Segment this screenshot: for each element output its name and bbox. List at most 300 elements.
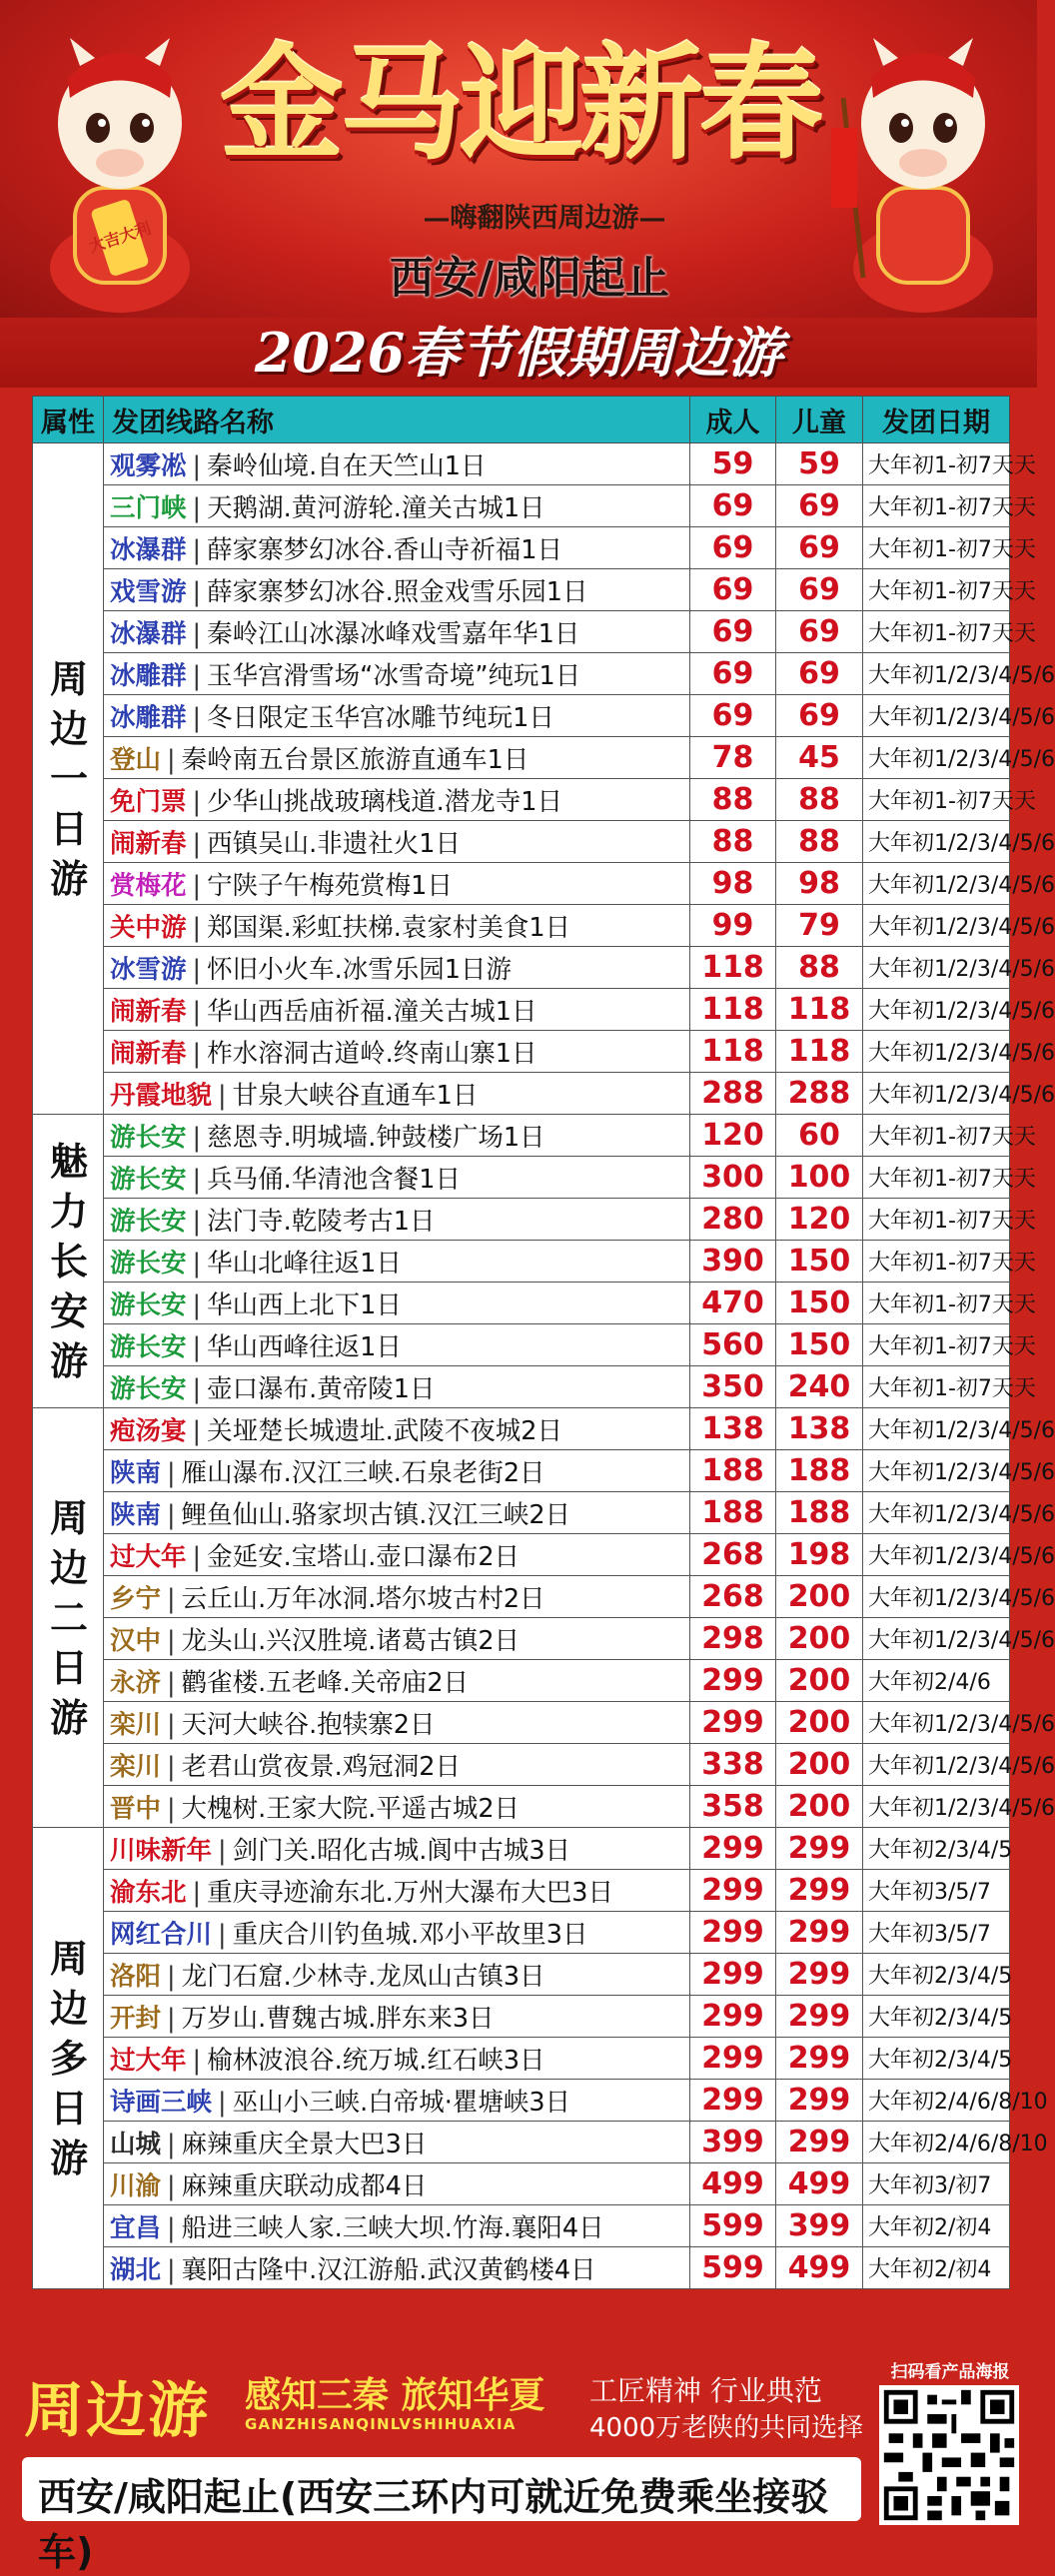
adult-price: 69 bbox=[690, 527, 776, 569]
route-name: 兵马俑.华清池含餐1日 bbox=[207, 1164, 461, 1195]
adult-price: 299 bbox=[690, 1912, 776, 1954]
departure-date: 大年初2/4/6/8/10 bbox=[863, 2080, 1010, 2122]
departure-date: 大年初1-初7天天 bbox=[863, 1199, 1010, 1241]
route-cell bbox=[104, 2080, 690, 2122]
route-name: 榆林波浪谷.统万城.红石峡3日 bbox=[207, 2045, 545, 2076]
route-tag: 游长安 bbox=[110, 1331, 187, 1362]
adult-price: 499 bbox=[690, 2163, 776, 2205]
adult-price: 99 bbox=[690, 905, 776, 947]
route-name: 华山西峰往返1日 bbox=[207, 1331, 402, 1362]
departure-date: 大年初1/2/3/4/5/6 bbox=[863, 1744, 1010, 1786]
adult-price: 98 bbox=[690, 863, 776, 905]
tour-table bbox=[32, 396, 1055, 2289]
route-cell bbox=[104, 695, 690, 737]
route-name: 柞水溶洞古道岭.终南山寨1日 bbox=[207, 1038, 537, 1069]
tag-separator: | bbox=[167, 1457, 176, 1488]
route-name: 麻辣重庆全景大巴3日 bbox=[181, 2129, 428, 2159]
departure-date: 大年初1/2/3/4/5/6 bbox=[863, 905, 1010, 947]
table-row bbox=[33, 2122, 1010, 2163]
child-price: 499 bbox=[776, 2163, 863, 2205]
route-name: 郑国渠.彩虹扶梯.袁家村美食1日 bbox=[207, 912, 571, 943]
route-name: 关垭楚长城遗址.武陵不夜城2日 bbox=[207, 1415, 562, 1446]
tag-separator: | bbox=[167, 1667, 176, 1698]
departure-date: 大年初1/2/3/4/5/6 bbox=[863, 1618, 1010, 1660]
horse-mascot-right bbox=[823, 18, 1023, 318]
route-tag: 永济 bbox=[110, 1667, 162, 1698]
child-price: 120 bbox=[776, 1199, 863, 1241]
tag-separator: | bbox=[192, 1164, 202, 1195]
adult-price: 69 bbox=[690, 611, 776, 653]
section-banner bbox=[0, 318, 1037, 388]
table-row bbox=[33, 1324, 1010, 1366]
child-price: 299 bbox=[776, 2038, 863, 2080]
route-tag: 冰雕群 bbox=[110, 702, 187, 733]
adult-price: 118 bbox=[690, 947, 776, 989]
departure-date: 大年初2/3/4/5 bbox=[863, 2038, 1010, 2080]
route-cell bbox=[104, 527, 690, 569]
route-tag: 开封 bbox=[110, 2003, 162, 2034]
route-cell bbox=[104, 1786, 690, 1828]
departure-date: 大年初1/2/3/4/5/6 bbox=[863, 1408, 1010, 1450]
child-price: 299 bbox=[776, 1870, 863, 1912]
table-row bbox=[33, 1912, 1010, 1954]
adult-price: 350 bbox=[690, 1366, 776, 1408]
table-row bbox=[33, 1744, 1010, 1786]
table-row bbox=[33, 611, 1010, 653]
departure-date: 大年初1-初7天天 bbox=[863, 1241, 1010, 1283]
adult-price: 268 bbox=[690, 1534, 776, 1576]
route-name: 华山西岳庙祈福.潼关古城1日 bbox=[207, 996, 537, 1027]
route-name: 重庆寻迹渝东北.万州大瀑布大巴3日 bbox=[207, 1877, 613, 1908]
child-price: 69 bbox=[776, 653, 863, 695]
route-cell bbox=[104, 905, 690, 947]
adult-price: 188 bbox=[690, 1450, 776, 1492]
adult-price: 399 bbox=[690, 2122, 776, 2163]
route-tag: 闹新春 bbox=[110, 1038, 187, 1069]
footer-big-title: 周边游 bbox=[24, 2376, 210, 2446]
route-tag: 冰雪游 bbox=[110, 954, 187, 985]
route-tag: 游长安 bbox=[110, 1164, 187, 1195]
child-price: 299 bbox=[776, 1954, 863, 1996]
route-name: 冬日限定玉华宫冰雕节纯玩1日 bbox=[207, 702, 554, 733]
departure-date: 大年初1/2/3/4/5/6 bbox=[863, 1073, 1010, 1115]
route-cell bbox=[104, 1199, 690, 1241]
departure-date: 大年初2/4/6/8/10 bbox=[863, 2122, 1010, 2163]
category-label: 周边多日游 bbox=[50, 1936, 89, 2180]
adult-price: 299 bbox=[690, 1828, 776, 1870]
child-price: 98 bbox=[776, 863, 863, 905]
adult-price: 299 bbox=[690, 1954, 776, 1996]
table-row bbox=[33, 1534, 1010, 1576]
tag-separator: | bbox=[192, 1206, 202, 1237]
qr-label: 扫码看产品海报 bbox=[890, 2362, 1010, 2382]
route-name: 重庆合川钓鱼城.邓小平故里3日 bbox=[232, 1919, 588, 1950]
route-name: 万岁山.曹魏古城.胖东来3日 bbox=[181, 2003, 495, 2034]
footer-slogan: 感知三秦 旅知华夏 bbox=[245, 2375, 545, 2416]
route-name: 天鹅湖.黄河游轮.潼关古城1日 bbox=[207, 492, 545, 523]
table-row bbox=[33, 1283, 1010, 1324]
route-name: 壶口瀑布.黄帝陵1日 bbox=[207, 1373, 436, 1404]
child-price: 200 bbox=[776, 1618, 863, 1660]
adult-price: 470 bbox=[690, 1283, 776, 1324]
table-row bbox=[33, 1954, 1010, 1996]
adult-price: 299 bbox=[690, 1660, 776, 1702]
departure-date: 大年初1/2/3/4/5/6 bbox=[863, 653, 1010, 695]
departure-date: 大年初2/3/4/5 bbox=[863, 1828, 1010, 1870]
route-cell bbox=[104, 2163, 690, 2205]
hero-subtitle: —嗨翻陕西周边游— bbox=[423, 203, 666, 234]
child-price: 150 bbox=[776, 1324, 863, 1366]
child-price: 299 bbox=[776, 1912, 863, 1954]
route-tag: 汉中 bbox=[110, 1625, 162, 1656]
route-cell bbox=[104, 1450, 690, 1492]
child-price: 188 bbox=[776, 1492, 863, 1534]
child-price: 299 bbox=[776, 1996, 863, 2038]
tag-separator: | bbox=[167, 2170, 176, 2201]
child-price: 69 bbox=[776, 485, 863, 527]
table-row bbox=[33, 1618, 1010, 1660]
departure-date: 大年初1/2/3/4/5/6 bbox=[863, 1702, 1010, 1744]
route-tag: 游长安 bbox=[110, 1373, 187, 1404]
route-name: 怀旧小火车.冰雪乐园1日游 bbox=[207, 954, 512, 985]
table-row bbox=[33, 2247, 1010, 2289]
tag-separator: | bbox=[192, 786, 202, 817]
departure-date: 大年初1-初7天天 bbox=[863, 485, 1010, 527]
adult-price: 599 bbox=[690, 2205, 776, 2247]
route-tag: 冰瀑群 bbox=[110, 534, 187, 565]
route-tag: 登山 bbox=[110, 744, 162, 775]
route-name: 华山北峰往返1日 bbox=[207, 1248, 402, 1279]
route-name: 法门寺.乾陵考古1日 bbox=[207, 1206, 436, 1237]
table-row bbox=[33, 485, 1010, 527]
adult-price: 599 bbox=[690, 2247, 776, 2289]
adult-price: 268 bbox=[690, 1576, 776, 1618]
route-name: 西镇吴山.非遗社火1日 bbox=[207, 828, 461, 859]
banner-title: 2026春节假期周边游 bbox=[254, 321, 783, 385]
route-cell bbox=[104, 1492, 690, 1534]
adult-price: 288 bbox=[690, 1073, 776, 1115]
tag-separator: | bbox=[192, 996, 202, 1027]
tag-separator: | bbox=[218, 1835, 227, 1866]
child-price: 69 bbox=[776, 695, 863, 737]
table-row bbox=[33, 1157, 1010, 1199]
departure-date: 大年初1/2/3/4/5/6 bbox=[863, 1450, 1010, 1492]
tag-separator: | bbox=[192, 450, 202, 481]
route-tag: 闹新春 bbox=[110, 828, 187, 859]
header-category: 属性 bbox=[33, 397, 104, 443]
category-cell bbox=[33, 1408, 104, 1828]
route-tag: 过大年 bbox=[110, 1541, 187, 1572]
tag-separator: | bbox=[192, 1122, 202, 1153]
route-tag: 游长安 bbox=[110, 1206, 187, 1237]
route-cell bbox=[104, 443, 690, 485]
route-name: 甘泉大峡谷直通车1日 bbox=[232, 1080, 479, 1111]
tag-separator: | bbox=[167, 2254, 176, 2285]
table-row bbox=[33, 1660, 1010, 1702]
route-name: 老君山赏夜景.鸡冠洞2日 bbox=[181, 1751, 461, 1782]
route-tag: 丹霞地貌 bbox=[110, 1080, 213, 1111]
route-name: 鲤鱼仙山.骆家坝古镇.汉江三峡2日 bbox=[181, 1499, 571, 1530]
footer bbox=[0, 2345, 1037, 2574]
adult-price: 299 bbox=[690, 1996, 776, 2038]
adult-price: 118 bbox=[690, 989, 776, 1031]
qr-code-icon[interactable] bbox=[879, 2385, 1019, 2525]
route-tag: 戏雪游 bbox=[110, 576, 187, 607]
adult-price: 78 bbox=[690, 737, 776, 779]
route-name: 薛家寨梦幻冰谷.照金戏雪乐园1日 bbox=[207, 576, 588, 607]
adult-price: 69 bbox=[690, 695, 776, 737]
footer-note-box bbox=[22, 2457, 861, 2574]
table-body bbox=[33, 443, 1055, 2289]
route-tag: 川味新年 bbox=[110, 1835, 213, 1866]
route-name: 慈恩寺.明城墙.钟鼓楼广场1日 bbox=[207, 1122, 545, 1153]
departure-date: 大年初2/4/6 bbox=[863, 1660, 1010, 1702]
route-cell bbox=[104, 1241, 690, 1283]
table-row bbox=[33, 1031, 1010, 1073]
departure-date: 大年初1/2/3/4/5/6 bbox=[863, 1786, 1010, 1828]
tag-separator: | bbox=[192, 660, 202, 691]
route-cell bbox=[104, 1283, 690, 1324]
route-name: 金延安.宝塔山.壶口瀑布2日 bbox=[207, 1541, 521, 1572]
tag-separator: | bbox=[167, 744, 176, 775]
departure-date: 大年初1-初7天天 bbox=[863, 779, 1010, 821]
route-cell bbox=[104, 2122, 690, 2163]
route-name: 龙门石窟.少林寺.龙凤山古镇3日 bbox=[181, 1961, 545, 1992]
tag-separator: | bbox=[167, 1625, 176, 1656]
route-tag: 游长安 bbox=[110, 1248, 187, 1279]
footer-note: 西安/咸阳起止(西安三环内可就近免费乘坐接驳车) bbox=[38, 2475, 829, 2574]
table-row bbox=[33, 1073, 1010, 1115]
route-tag: 三门峡 bbox=[110, 492, 187, 523]
table-row bbox=[33, 1408, 1010, 1450]
adult-price: 138 bbox=[690, 1408, 776, 1450]
child-price: 100 bbox=[776, 1157, 863, 1199]
child-price: 60 bbox=[776, 1115, 863, 1157]
child-price: 88 bbox=[776, 821, 863, 863]
route-name: 襄阳古隆中.汉江游船.武汉黄鹤楼4日 bbox=[181, 2254, 596, 2285]
category-label: 周边一日游 bbox=[50, 656, 89, 901]
tag-separator: | bbox=[192, 1877, 202, 1908]
tag-separator: | bbox=[192, 912, 202, 943]
table-row bbox=[33, 1786, 1010, 1828]
mascot-badge-text: 大吉大利 bbox=[86, 218, 154, 257]
departure-date: 大年初1/2/3/4/5/6 bbox=[863, 821, 1010, 863]
route-name: 龙头山.兴汉胜境.诸葛古镇2日 bbox=[181, 1625, 521, 1656]
tag-separator: | bbox=[167, 1709, 176, 1740]
route-tag: 疱汤宴 bbox=[110, 1415, 187, 1446]
departure-date: 大年初2/3/4/5 bbox=[863, 1954, 1010, 1996]
route-cell bbox=[104, 2247, 690, 2289]
route-tag: 网红合川 bbox=[110, 1919, 213, 1950]
tag-separator: | bbox=[192, 492, 202, 523]
route-name: 宁陕子午梅苑赏梅1日 bbox=[207, 870, 453, 901]
category-cell bbox=[33, 1115, 104, 1408]
tag-separator: | bbox=[192, 1415, 202, 1446]
route-name: 大槐树.王家大院.平遥古城2日 bbox=[181, 1793, 521, 1824]
route-tag: 乡宁 bbox=[110, 1583, 162, 1614]
table-row bbox=[33, 1996, 1010, 2038]
adult-price: 120 bbox=[690, 1115, 776, 1157]
departure-date: 大年初2/3/4/5 bbox=[863, 1996, 1010, 2038]
table-row bbox=[33, 989, 1010, 1031]
child-price: 138 bbox=[776, 1408, 863, 1450]
child-price: 88 bbox=[776, 779, 863, 821]
route-name: 秦岭仙境.自在天竺山1日 bbox=[207, 450, 487, 481]
table-row bbox=[33, 2163, 1010, 2205]
tag-separator: | bbox=[167, 2212, 176, 2243]
departure-date: 大年初1-初7天天 bbox=[863, 1366, 1010, 1408]
departure-date: 大年初1-初7天天 bbox=[863, 569, 1010, 611]
tag-separator: | bbox=[167, 1583, 176, 1614]
table-header-row bbox=[33, 397, 1010, 443]
route-name: 麻辣重庆联动成都4日 bbox=[181, 2170, 428, 2201]
route-tag: 冰雕群 bbox=[110, 660, 187, 691]
table-row bbox=[33, 1115, 1010, 1157]
departure-date: 大年初1-初7天天 bbox=[863, 1324, 1010, 1366]
table-row bbox=[33, 737, 1010, 779]
tag-separator: | bbox=[167, 1793, 176, 1824]
route-cell bbox=[104, 2038, 690, 2080]
table-row bbox=[33, 443, 1010, 485]
tag-separator: | bbox=[167, 1499, 176, 1530]
child-price: 69 bbox=[776, 611, 863, 653]
route-tag: 川渝 bbox=[110, 2170, 162, 2201]
footer-motto: 工匠精神 行业典范 bbox=[589, 2374, 822, 2407]
table-row bbox=[33, 947, 1010, 989]
category-label: 魅力长安游 bbox=[50, 1139, 89, 1383]
route-tag: 湖北 bbox=[110, 2254, 162, 2285]
route-tag: 山城 bbox=[110, 2129, 162, 2159]
adult-price: 88 bbox=[690, 821, 776, 863]
route-cell bbox=[104, 1954, 690, 1996]
tag-separator: | bbox=[167, 1751, 176, 1782]
tag-separator: | bbox=[192, 1038, 202, 1069]
route-cell bbox=[104, 1073, 690, 1115]
adult-price: 300 bbox=[690, 1157, 776, 1199]
route-cell bbox=[104, 1576, 690, 1618]
route-tag: 免门票 bbox=[110, 786, 187, 817]
child-price: 69 bbox=[776, 527, 863, 569]
route-tag: 栾川 bbox=[110, 1709, 162, 1740]
departure-date: 大年初1-初7天天 bbox=[863, 1283, 1010, 1324]
route-name: 剑门关.昭化古城.阆中古城3日 bbox=[232, 1835, 571, 1866]
route-tag: 游长安 bbox=[110, 1289, 187, 1320]
header-child: 儿童 bbox=[776, 397, 863, 443]
route-cell bbox=[104, 947, 690, 989]
route-cell bbox=[104, 1031, 690, 1073]
route-name: 天河大峡谷.抱犊寨2日 bbox=[181, 1709, 436, 1740]
adult-price: 358 bbox=[690, 1786, 776, 1828]
adult-price: 69 bbox=[690, 569, 776, 611]
route-name: 船进三峡人家.三峡大坝.竹海.襄阳4日 bbox=[181, 2212, 604, 2243]
route-cell bbox=[104, 1912, 690, 1954]
footer-pinyin: GANZHISANQINLVSHIHUAXIA bbox=[245, 2415, 517, 2433]
tag-separator: | bbox=[192, 618, 202, 649]
table-row bbox=[33, 527, 1010, 569]
route-tag: 渝东北 bbox=[110, 1877, 187, 1908]
tag-separator: | bbox=[192, 870, 202, 901]
child-price: 118 bbox=[776, 989, 863, 1031]
child-price: 88 bbox=[776, 947, 863, 989]
tag-separator: | bbox=[192, 1289, 202, 1320]
child-price: 499 bbox=[776, 2247, 863, 2289]
route-cell bbox=[104, 1744, 690, 1786]
route-cell bbox=[104, 653, 690, 695]
tag-separator: | bbox=[167, 1961, 176, 1992]
table-row bbox=[33, 1576, 1010, 1618]
departure-date: 大年初1/2/3/4/5/6 bbox=[863, 695, 1010, 737]
route-tag: 陕南 bbox=[110, 1457, 162, 1488]
departure-date: 大年初3/初7 bbox=[863, 2163, 1010, 2205]
departure-date: 大年初1-初7天天 bbox=[863, 611, 1010, 653]
route-tag: 赏梅花 bbox=[110, 870, 187, 901]
tag-separator: | bbox=[192, 1331, 202, 1362]
route-name: 鹳雀楼.五老峰.关帝庙2日 bbox=[181, 1667, 470, 1698]
adult-price: 69 bbox=[690, 485, 776, 527]
child-price: 200 bbox=[776, 1576, 863, 1618]
departure-date: 大年初1/2/3/4/5/6 bbox=[863, 1492, 1010, 1534]
departure-date: 大年初1-初7天天 bbox=[863, 527, 1010, 569]
route-tag: 陕南 bbox=[110, 1499, 162, 1530]
adult-price: 59 bbox=[690, 443, 776, 485]
route-tag: 闹新春 bbox=[110, 996, 187, 1027]
route-cell bbox=[104, 737, 690, 779]
departure-date: 大年初1/2/3/4/5/6 bbox=[863, 1031, 1010, 1073]
table-row bbox=[33, 1828, 1010, 1870]
route-name: 少华山挑战玻璃栈道.潜龙寺1日 bbox=[207, 786, 562, 817]
child-price: 118 bbox=[776, 1031, 863, 1073]
adult-price: 118 bbox=[690, 1031, 776, 1073]
route-tag: 诗画三峡 bbox=[110, 2087, 213, 2118]
tag-separator: | bbox=[192, 1541, 202, 1572]
child-price: 200 bbox=[776, 1660, 863, 1702]
category-cell bbox=[33, 1828, 104, 2289]
adult-price: 299 bbox=[690, 2080, 776, 2122]
route-cell bbox=[104, 1828, 690, 1870]
route-name: 巫山小三峡.白帝城·瞿塘峡3日 bbox=[232, 2087, 571, 2118]
tag-separator: | bbox=[218, 1919, 227, 1950]
horse-mascot-left bbox=[20, 18, 220, 318]
tag-separator: | bbox=[218, 2087, 227, 2118]
tag-separator: | bbox=[192, 702, 202, 733]
route-cell bbox=[104, 1324, 690, 1366]
route-cell bbox=[104, 569, 690, 611]
category-cell bbox=[33, 443, 104, 1115]
departure-date: 大年初1/2/3/4/5/6 bbox=[863, 947, 1010, 989]
route-cell bbox=[104, 1157, 690, 1199]
table-row bbox=[33, 1702, 1010, 1744]
hero-origin: 西安/咸阳起止 bbox=[389, 253, 670, 304]
departure-date: 大年初1-初7天天 bbox=[863, 1157, 1010, 1199]
adult-price: 69 bbox=[690, 653, 776, 695]
route-cell bbox=[104, 821, 690, 863]
tag-separator: | bbox=[192, 954, 202, 985]
route-tag: 冰瀑群 bbox=[110, 618, 187, 649]
table-row bbox=[33, 1870, 1010, 1912]
route-cell bbox=[104, 611, 690, 653]
child-price: 399 bbox=[776, 2205, 863, 2247]
child-price: 79 bbox=[776, 905, 863, 947]
departure-date: 大年初1/2/3/4/5/6 bbox=[863, 1534, 1010, 1576]
child-price: 240 bbox=[776, 1366, 863, 1408]
tag-separator: | bbox=[192, 534, 202, 565]
departure-date: 大年初1/2/3/4/5/6 bbox=[863, 1576, 1010, 1618]
child-price: 299 bbox=[776, 1828, 863, 1870]
table-row bbox=[33, 1241, 1010, 1283]
hero-banner bbox=[0, 0, 1037, 330]
adult-price: 188 bbox=[690, 1492, 776, 1534]
footer-trust: 4000万老陕的共同选择 bbox=[589, 2413, 864, 2443]
